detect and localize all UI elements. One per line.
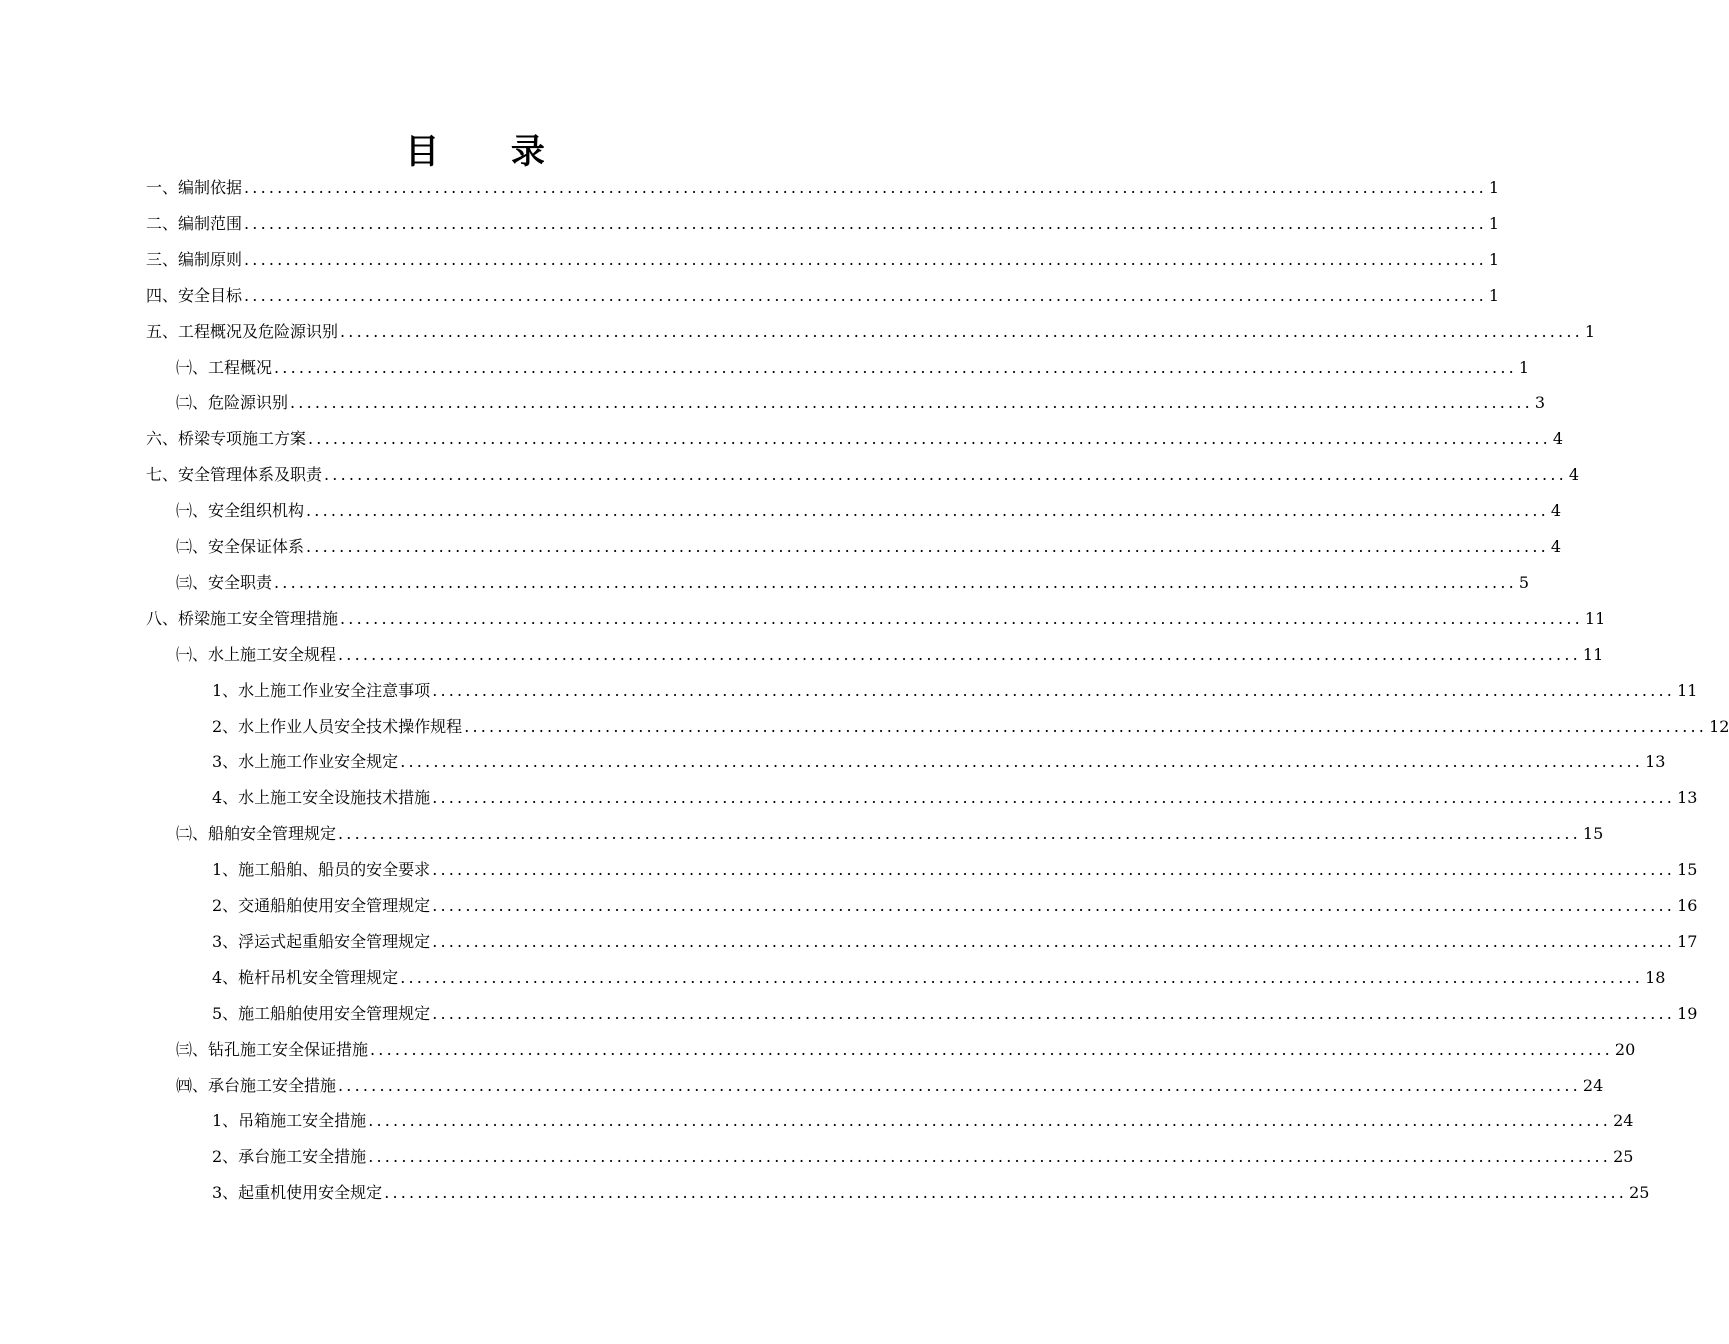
- toc-page-number: 5: [1518, 572, 1530, 592]
- toc-dot-leader: ......................................................................................................................................................: [244, 213, 1487, 233]
- toc-page-number: 17: [1677, 931, 1698, 951]
- toc-dot-leader: ......................................................................................................................................................: [306, 501, 1549, 521]
- toc-page-number: 25: [1613, 1147, 1634, 1167]
- toc-entry[interactable]: [146, 170, 1500, 206]
- toc-entry-label: 4、桅杆吊机安全管理规定: [212, 967, 399, 987]
- toc-dot-leader: ......................................................................................................................................................: [464, 716, 1708, 736]
- toc-dot-leader: ......................................................................................................................................................: [274, 572, 1517, 592]
- toc-entry-label: 1、施工船舶、船员的安全要求: [212, 860, 431, 880]
- toc-entry[interactable]: [146, 242, 1500, 278]
- toc-entry-label: ㈠、工程概况: [176, 357, 273, 377]
- toc-page-number: 1: [1584, 321, 1596, 341]
- toc-entry[interactable]: [212, 888, 1698, 924]
- toc-page-number: 11: [1584, 608, 1606, 628]
- toc-entry-label: 八、桥梁施工安全管理措施: [146, 608, 339, 628]
- toc-page-number: 15: [1582, 824, 1604, 844]
- toc-entry-label: 4、水上施工安全设施技术措施: [212, 788, 431, 808]
- toc-page-number: 12: [1709, 716, 1729, 736]
- toc-page-number: 4: [1568, 465, 1580, 485]
- toc-entry-label: 3、水上施工作业安全规定: [212, 752, 399, 772]
- toc-entry-label: 3、浮运式起重船安全管理规定: [212, 931, 431, 951]
- page-title: 目 录: [405, 132, 575, 172]
- toc-entry[interactable]: [212, 924, 1698, 960]
- toc-entry-label: 二、编制范围: [146, 213, 243, 233]
- toc-entry[interactable]: [212, 780, 1698, 816]
- toc-dot-leader: ......................................................................................................................................................: [432, 931, 1676, 951]
- toc-entry-label: ㈢、钻孔施工安全保证措施: [176, 1039, 369, 1059]
- toc-dot-leader: ......................................................................................................................................................: [400, 752, 1644, 772]
- toc-dot-leader: ......................................................................................................................................................: [306, 537, 1549, 556]
- toc-entry-label: 2、承台施工安全措施: [212, 1147, 367, 1167]
- toc-dot-leader: ......................................................................................................................................................: [338, 1075, 1581, 1095]
- toc-dot-leader: ......................................................................................................................................................: [432, 1003, 1676, 1023]
- toc-entry-label: 一、编制依据: [146, 178, 243, 197]
- toc-dot-leader: ......................................................................................................................................................: [384, 1183, 1628, 1203]
- toc-page-number: 15: [1677, 860, 1698, 880]
- toc-page-number: 20: [1614, 1039, 1636, 1059]
- toc-dot-leader: ......................................................................................................................................................: [370, 1039, 1613, 1059]
- toc-dot-leader: ......................................................................................................................................................: [290, 393, 1533, 413]
- toc-entry[interactable]: [176, 565, 1530, 601]
- toc-entry-label: 五、工程概况及危险源识别: [146, 321, 339, 341]
- toc-entry-label: ㈡、安全保证体系: [176, 537, 305, 556]
- toc-entry[interactable]: [212, 1139, 1634, 1175]
- toc-entry-label: ㈢、安全职责: [176, 572, 273, 592]
- toc-entry-label: ㈡、船舶安全管理规定: [176, 824, 337, 844]
- toc-page-number: 1: [1488, 213, 1500, 233]
- toc-entry[interactable]: [212, 996, 1698, 1032]
- toc-dot-leader: ......................................................................................................................................................: [308, 429, 1551, 449]
- toc-page-number: 1: [1518, 357, 1530, 377]
- toc-entry[interactable]: [212, 852, 1698, 888]
- toc-entry[interactable]: [146, 278, 1500, 314]
- toc-entry[interactable]: [176, 816, 1604, 852]
- toc-entry[interactable]: [212, 744, 1666, 780]
- toc-entry[interactable]: [176, 1032, 1636, 1068]
- toc-page-number: 18: [1645, 967, 1666, 987]
- toc-entry-label: 1、吊箱施工安全措施: [212, 1111, 367, 1131]
- toc-entry[interactable]: [176, 350, 1530, 386]
- toc-dot-leader: ......................................................................................................................................................: [338, 644, 1581, 664]
- toc-dot-leader: ......................................................................................................................................................: [274, 357, 1517, 377]
- toc-dot-leader: ......................................................................................................................................................: [368, 1111, 1612, 1131]
- toc-page-number: 24: [1582, 1075, 1604, 1095]
- toc-page-number: 13: [1677, 788, 1698, 808]
- toc-entry-label: 六、桥梁专项施工方案: [146, 429, 307, 449]
- toc-entry-label: ㈠、水上施工安全规程: [176, 644, 337, 664]
- toc-entry[interactable]: [176, 637, 1604, 673]
- toc-page-number: 13: [1645, 752, 1666, 772]
- toc-dot-leader: ......................................................................................................................................................: [340, 608, 1583, 628]
- toc-page-number: 1: [1488, 178, 1500, 197]
- toc-dot-leader: ......................................................................................................................................................: [244, 178, 1487, 197]
- toc-entry[interactable]: [146, 601, 1606, 637]
- toc-entry-label: 3、起重机使用安全规定: [212, 1183, 383, 1203]
- toc-entry[interactable]: [212, 673, 1698, 709]
- toc-dot-leader: ......................................................................................................................................................: [432, 860, 1676, 880]
- toc-entry-label: ㈠、安全组织机构: [176, 501, 305, 521]
- toc-dot-leader: ......................................................................................................................................................: [340, 321, 1583, 341]
- toc-page-number: 19: [1677, 1003, 1698, 1023]
- toc-page-number: 11: [1677, 680, 1698, 700]
- toc-page-number: 4: [1550, 537, 1562, 556]
- toc-entry-label: 2、水上作业人员安全技术操作规程: [212, 716, 463, 736]
- toc-entry-label: 七、安全管理体系及职责: [146, 465, 323, 485]
- toc-dot-leader: ......................................................................................................................................................: [338, 824, 1581, 844]
- toc-entry[interactable]: [212, 1175, 1650, 1211]
- toc-page-number: 24: [1613, 1111, 1634, 1131]
- toc-entry[interactable]: [176, 529, 1562, 565]
- toc-dot-leader: ......................................................................................................................................................: [400, 967, 1644, 987]
- toc-dot-leader: ......................................................................................................................................................: [324, 465, 1567, 485]
- toc-page-number: 1: [1488, 249, 1500, 269]
- toc-entry[interactable]: [146, 206, 1500, 242]
- toc-dot-leader: ......................................................................................................................................................: [368, 1147, 1612, 1167]
- toc-entry[interactable]: [146, 457, 1580, 493]
- toc-entry[interactable]: [176, 493, 1562, 529]
- toc-entry[interactable]: [212, 1103, 1634, 1139]
- toc-entry[interactable]: [176, 385, 1546, 421]
- toc-entry[interactable]: [146, 421, 1564, 457]
- toc-entry-label: 1、水上施工作业安全注意事项: [212, 680, 431, 700]
- toc-entry[interactable]: [146, 314, 1596, 350]
- toc-entry[interactable]: [212, 709, 1729, 745]
- toc-dot-leader: ......................................................................................................................................................: [432, 788, 1676, 808]
- toc-dot-leader: ......................................................................................................................................................: [432, 896, 1676, 915]
- toc-page-number: 11: [1582, 644, 1604, 664]
- toc-entry-label: 5、施工船舶使用安全管理规定: [212, 1003, 431, 1023]
- toc-entry-label: ㈡、危险源识别: [176, 393, 289, 413]
- toc-entry-label: ㈣、承台施工安全措施: [176, 1075, 337, 1095]
- toc-entry-label: 三、编制原则: [146, 249, 243, 269]
- toc-page-number: 3: [1534, 393, 1546, 413]
- toc-dot-leader: ......................................................................................................................................................: [244, 285, 1487, 305]
- toc-page-number: 4: [1550, 501, 1562, 521]
- toc-dot-leader: ......................................................................................................................................................: [244, 249, 1487, 269]
- toc-dot-leader: ......................................................................................................................................................: [432, 680, 1676, 700]
- toc-entry[interactable]: [176, 1068, 1604, 1104]
- toc-page-number: 4: [1552, 429, 1564, 449]
- toc-entry[interactable]: [212, 960, 1666, 996]
- toc-page-number: 1: [1488, 285, 1500, 305]
- toc-entry-label: 2、交通船舶使用安全管理规定: [212, 896, 431, 915]
- toc-page-number: 25: [1629, 1183, 1650, 1203]
- toc-page-number: 16: [1677, 896, 1698, 915]
- toc-entry-label: 四、安全目标: [146, 285, 243, 305]
